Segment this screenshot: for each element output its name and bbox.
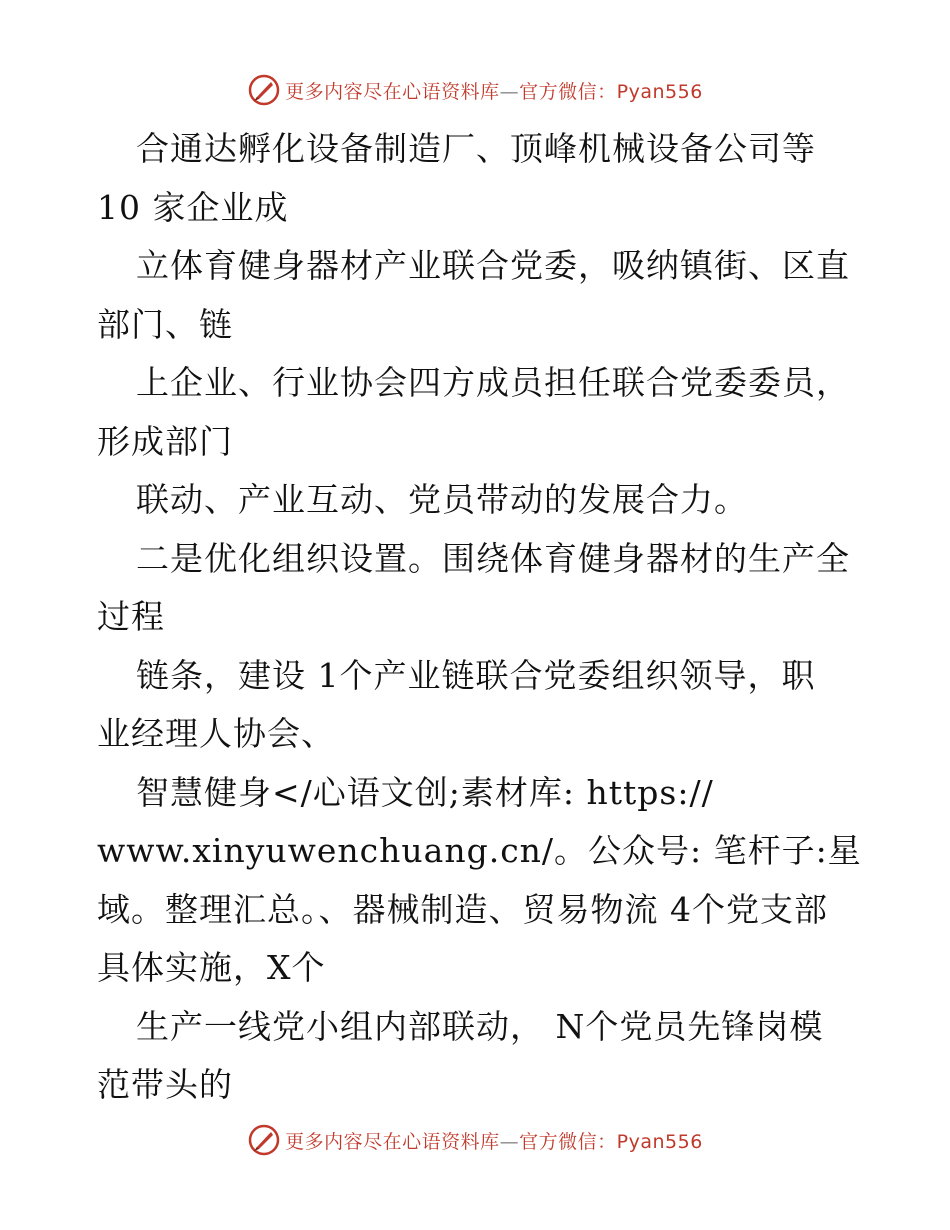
text-line: 范带头的 [97, 1065, 233, 1104]
watermark-text [285, 1127, 703, 1154]
paragraph [97, 354, 867, 471]
watermark-prefix: 更多内容尽在心语资料库 [285, 80, 500, 103]
text-line: 链条，建设 1个产业链联合党委组织领导，职 [136, 655, 816, 695]
paragraph [97, 120, 867, 237]
watermark-suffix: 官方微信：Pyan556 [519, 1130, 703, 1153]
text-line: 二是优化组织设置。围绕体育健身器材的生产全 [136, 538, 850, 578]
paragraph [97, 471, 867, 530]
text-line: 智慧健身</心语文创;素材库: https:// [136, 772, 714, 812]
watermark-footer [0, 1120, 950, 1160]
paragraph [97, 998, 867, 1115]
quill-pen-logo-icon [247, 1123, 281, 1157]
document-body [97, 120, 867, 1115]
paragraph [97, 530, 867, 647]
text-line: 具体实施，X个 [97, 948, 326, 987]
text-line: 合通达孵化设备制造厂、顶峰机械设备公司等 [136, 129, 816, 168]
watermark-dash: — [499, 80, 520, 103]
quill-pen-logo-icon [247, 73, 281, 107]
text-line: 过程 [97, 597, 165, 636]
paragraph [97, 647, 867, 764]
text-line: 形成部门 [97, 421, 233, 461]
paragraph [97, 237, 867, 354]
text-line: 上企业、行业协会四方成员担任联合党委委员， [136, 363, 850, 402]
paragraph [97, 764, 867, 998]
text-line: 联动、产业互动、党员带动的发展合力。 [136, 480, 748, 519]
text-line: 业经理人协会、 [97, 714, 335, 753]
text-line: 部门、链 [97, 304, 233, 344]
text-line: 10 家企业成 [97, 187, 289, 227]
watermark-dash: — [499, 1130, 520, 1153]
text-line: 生产一线党小组内部联动， N个党员先锋岗模 [136, 1006, 824, 1046]
watermark-prefix: 更多内容尽在心语资料库 [285, 1130, 500, 1153]
text-line: 立体育健身器材产业联合党委，吸纳镇街、区直 [136, 246, 850, 285]
text-line: www.xinyuwenchuang.cn/。公众号: 笔杆子:星 [97, 831, 862, 870]
text-line: 域。整理汇总。、器械制造、贸易物流 4个党支部 [97, 889, 828, 929]
watermark-suffix: 官方微信：Pyan556 [519, 80, 703, 103]
watermark-header [0, 70, 950, 110]
watermark-text [285, 77, 703, 104]
